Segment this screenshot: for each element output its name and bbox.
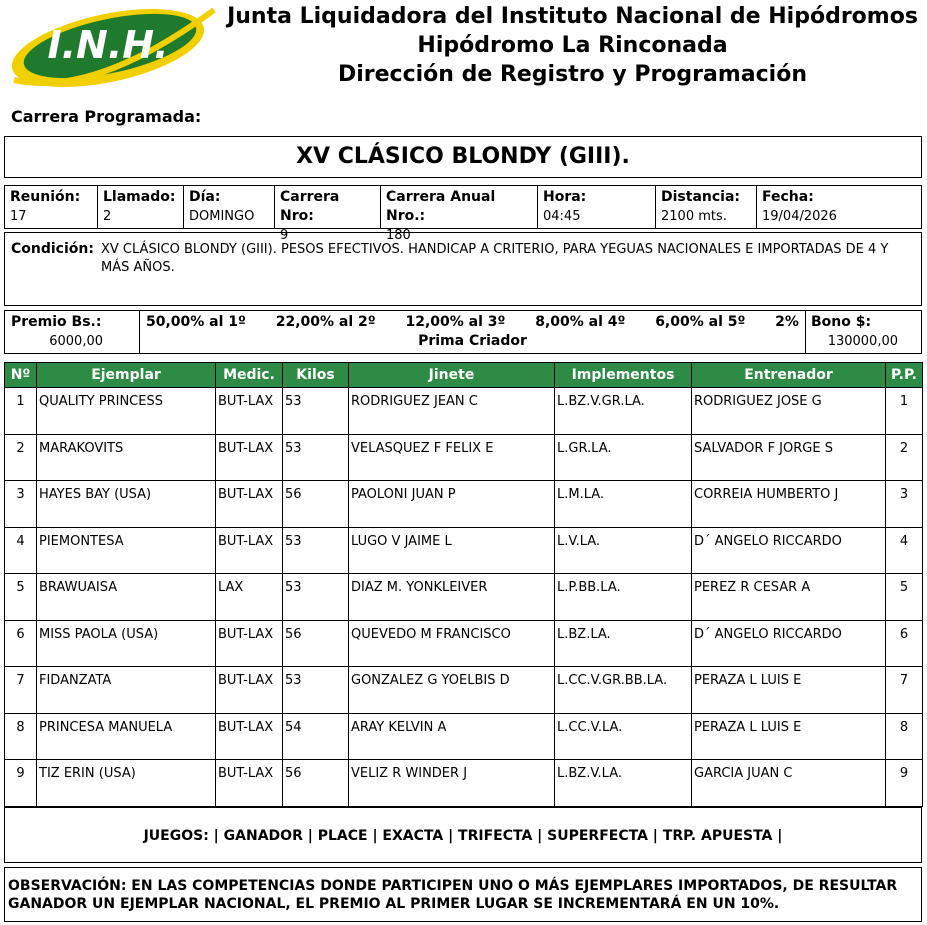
cell-kilos: 54 (283, 713, 349, 760)
pct-3: 12,00% al 3º (405, 314, 506, 330)
premio-value: 6000,00 (49, 334, 103, 349)
cell-ejemplar: BRAWUAISA (37, 574, 216, 621)
info-reunion (5, 186, 98, 228)
page-header (0, 0, 927, 100)
col-header-implementos: Implementos (555, 363, 692, 388)
col-header-ejemplar: Ejemplar (37, 363, 216, 388)
runners-table (4, 362, 923, 807)
cell-implementos: L.CC.V.GR.BB.LA. (555, 667, 692, 714)
bono-label: Bono $: (811, 314, 872, 330)
info-value: 04:45 (543, 209, 581, 224)
cell-n: 1 (5, 388, 37, 435)
pct-criador: 2% (775, 314, 799, 330)
condicion-box (4, 232, 922, 306)
cell-implementos: L.M.LA. (555, 481, 692, 528)
info-label: Día: (189, 189, 221, 205)
cell-pp: 5 (886, 574, 923, 621)
cell-jinete: GONZALEZ G YOELBIS D (349, 667, 555, 714)
cell-ejemplar: TIZ ERIN (USA) (37, 760, 216, 807)
cell-n: 6 (5, 620, 37, 667)
cell-n: 5 (5, 574, 37, 621)
cell-entrenador: D´ ANGELO RICCARDO (692, 527, 886, 574)
cell-entrenador: CORREIA HUMBERTO J (692, 481, 886, 528)
condicion-label: Condición: (11, 241, 94, 257)
cell-entrenador: PEREZ R CESAR A (692, 574, 886, 621)
cell-kilos: 53 (283, 527, 349, 574)
cell-implementos: L.BZ.V.GR.LA. (555, 388, 692, 435)
info-label: Distancia: (661, 189, 741, 205)
cell-n: 7 (5, 667, 37, 714)
cell-medic: LAX (216, 574, 283, 621)
header-titles (218, 2, 927, 89)
cell-pp: 4 (886, 527, 923, 574)
cell-jinete: RODRIGUEZ JEAN C (349, 388, 555, 435)
logo-text: I.N.H. (47, 23, 169, 67)
cell-n: 2 (5, 434, 37, 481)
info-label: Fecha: (762, 189, 814, 205)
info-value: 9 (280, 228, 289, 243)
table-row (5, 434, 923, 481)
cell-medic: BUT-LAX (216, 388, 283, 435)
info-value: 2 (103, 209, 112, 224)
race-title: XV CLÁSICO BLONDY (GIII). (4, 136, 922, 178)
cell-entrenador: GARCIA JUAN C (692, 760, 886, 807)
percentages-line (144, 313, 801, 332)
cell-kilos: 53 (283, 434, 349, 481)
info-fecha (757, 186, 921, 228)
cell-kilos: 56 (283, 760, 349, 807)
info-label: Llamado: (103, 189, 176, 205)
table-row (5, 760, 923, 807)
cell-kilos: 56 (283, 481, 349, 528)
cell-implementos: L.V.LA. (555, 527, 692, 574)
cell-n: 8 (5, 713, 37, 760)
pct-2: 22,00% al 2º (275, 314, 376, 330)
cell-pp: 8 (886, 713, 923, 760)
header-line-2: Hipódromo La Rinconada (417, 33, 728, 58)
cell-ejemplar: HAYES BAY (USA) (37, 481, 216, 528)
cell-entrenador: RODRIGUEZ JOSE G (692, 388, 886, 435)
info-label: Hora: (543, 189, 587, 205)
bono-value: 130000,00 (827, 334, 898, 349)
table-row (5, 388, 923, 435)
info-value: 2100 mts. (661, 209, 727, 224)
info-hora (538, 186, 656, 228)
cell-ejemplar: PRINCESA MANUELA (37, 713, 216, 760)
cell-jinete: QUEVEDO M FRANCISCO (349, 620, 555, 667)
col-header-n: Nº (5, 363, 37, 388)
cell-implementos: L.BZ.LA. (555, 620, 692, 667)
cell-implementos: L.P.BB.LA. (555, 574, 692, 621)
pct-4: 8,00% al 4º (535, 314, 626, 330)
cell-jinete: VELIZ R WINDER J (349, 760, 555, 807)
info-value: 19/04/2026 (762, 209, 837, 224)
table-row (5, 713, 923, 760)
col-header-kilos: Kilos (283, 363, 349, 388)
table-row (5, 574, 923, 621)
observacion: OBSERVACIÓN: EN LAS COMPETENCIAS DONDE PARTICIPEN UNO O MÁS EJEMPLARES IMPORTADOS, DE RESULTAR GANADOR UN EJEMPLAR NACIONAL, EL PREMIO AL PRIMER LUGAR SE INCREMENTARÁ EN UN 10%. (4, 867, 922, 922)
cell-jinete: DIAZ M. YONKLEIVER (349, 574, 555, 621)
table-header-row (5, 363, 923, 388)
cell-implementos: L.CC.V.LA. (555, 713, 692, 760)
cell-pp: 2 (886, 434, 923, 481)
cell-ejemplar: MARAKOVITS (37, 434, 216, 481)
cell-medic: BUT-LAX (216, 620, 283, 667)
header-line-3: Dirección de Registro y Programación (337, 62, 807, 87)
col-header-jinete: Jinete (349, 363, 555, 388)
cell-implementos: L.BZ.V.LA. (555, 760, 692, 807)
cell-kilos: 53 (283, 574, 349, 621)
cell-entrenador: SALVADOR F JORGE S (692, 434, 886, 481)
cell-ejemplar: QUALITY PRINCESS (37, 388, 216, 435)
premio-row (4, 310, 922, 354)
juegos-line: JUEGOS: | GANADOR | PLACE | EXACTA | TRIFECTA | SUPERFECTA | TRP. APUESTA | (4, 807, 922, 863)
cell-entrenador: PERAZA L LUIS E (692, 667, 886, 714)
cell-ejemplar: MISS PAOLA (USA) (37, 620, 216, 667)
table-row (5, 620, 923, 667)
cell-pp: 7 (886, 667, 923, 714)
info-dia (184, 186, 275, 228)
cell-pp: 6 (886, 620, 923, 667)
cell-kilos: 53 (283, 667, 349, 714)
cell-pp: 3 (886, 481, 923, 528)
cell-entrenador: PERAZA L LUIS E (692, 713, 886, 760)
cell-medic: BUT-LAX (216, 434, 283, 481)
col-header-medic: Medic. (216, 363, 283, 388)
cell-medic: BUT-LAX (216, 527, 283, 574)
cell-medic: BUT-LAX (216, 760, 283, 807)
pct-5: 6,00% al 5º (655, 314, 746, 330)
cell-entrenador: D´ ANGELO RICCARDO (692, 620, 886, 667)
cell-kilos: 53 (283, 388, 349, 435)
cell-jinete: VELASQUEZ F FELIX E (349, 434, 555, 481)
cell-n: 4 (5, 527, 37, 574)
info-carrera-nro (275, 186, 381, 243)
info-carrera-anual (381, 186, 538, 243)
cell-medic: BUT-LAX (216, 713, 283, 760)
info-value: DOMINGO (189, 209, 255, 224)
premio-cell (5, 311, 140, 353)
cell-jinete: ARAY KELVIN A (349, 713, 555, 760)
info-label: Carrera Anual Nro.: (386, 189, 496, 224)
col-header-pp: P.P. (886, 363, 923, 388)
info-value: 17 (10, 209, 27, 224)
cell-pp: 9 (886, 760, 923, 807)
bono-cell (806, 311, 921, 353)
col-header-entrenador: Entrenador (692, 363, 886, 388)
premio-label: Premio Bs.: (11, 314, 102, 330)
prima-criador: Prima Criador (418, 333, 527, 349)
pct-1: 50,00% al 1º (146, 314, 246, 330)
cell-n: 9 (5, 760, 37, 807)
inh-logo (4, 2, 218, 94)
table-row (5, 527, 923, 574)
condicion-text: XV CLÁSICO BLONDY (GIII). PESOS EFECTIVOS. HANDICAP A CRITERIO, PARA YEGUAS NACIONALES E IMPORTADAS DE 4 Y MÁS AÑOS. (101, 242, 889, 275)
info-label: Reunión: (10, 189, 81, 205)
cell-medic: BUT-LAX (216, 667, 283, 714)
table-row (5, 667, 923, 714)
header-line-1: Junta Liquidadora del Instituto Nacional de Hipódromos (227, 4, 918, 29)
table-row (5, 481, 923, 528)
carrera-programada-label: Carrera Programada: (11, 107, 202, 126)
race-info-row (4, 185, 922, 243)
runners-body (5, 388, 923, 807)
cell-jinete: LUGO V JAIME L (349, 527, 555, 574)
info-label: Carrera Nro: (280, 189, 340, 224)
cell-medic: BUT-LAX (216, 481, 283, 528)
info-distancia (656, 186, 757, 228)
info-llamado (98, 186, 184, 228)
cell-pp: 1 (886, 388, 923, 435)
cell-ejemplar: PIEMONTESA (37, 527, 216, 574)
cell-ejemplar: FIDANZATA (37, 667, 216, 714)
cell-implementos: L.GR.LA. (555, 434, 692, 481)
info-value: 180 (386, 228, 411, 243)
cell-kilos: 56 (283, 620, 349, 667)
cell-n: 3 (5, 481, 37, 528)
cell-jinete: PAOLONI JUAN P (349, 481, 555, 528)
premio-distribution (140, 311, 806, 353)
